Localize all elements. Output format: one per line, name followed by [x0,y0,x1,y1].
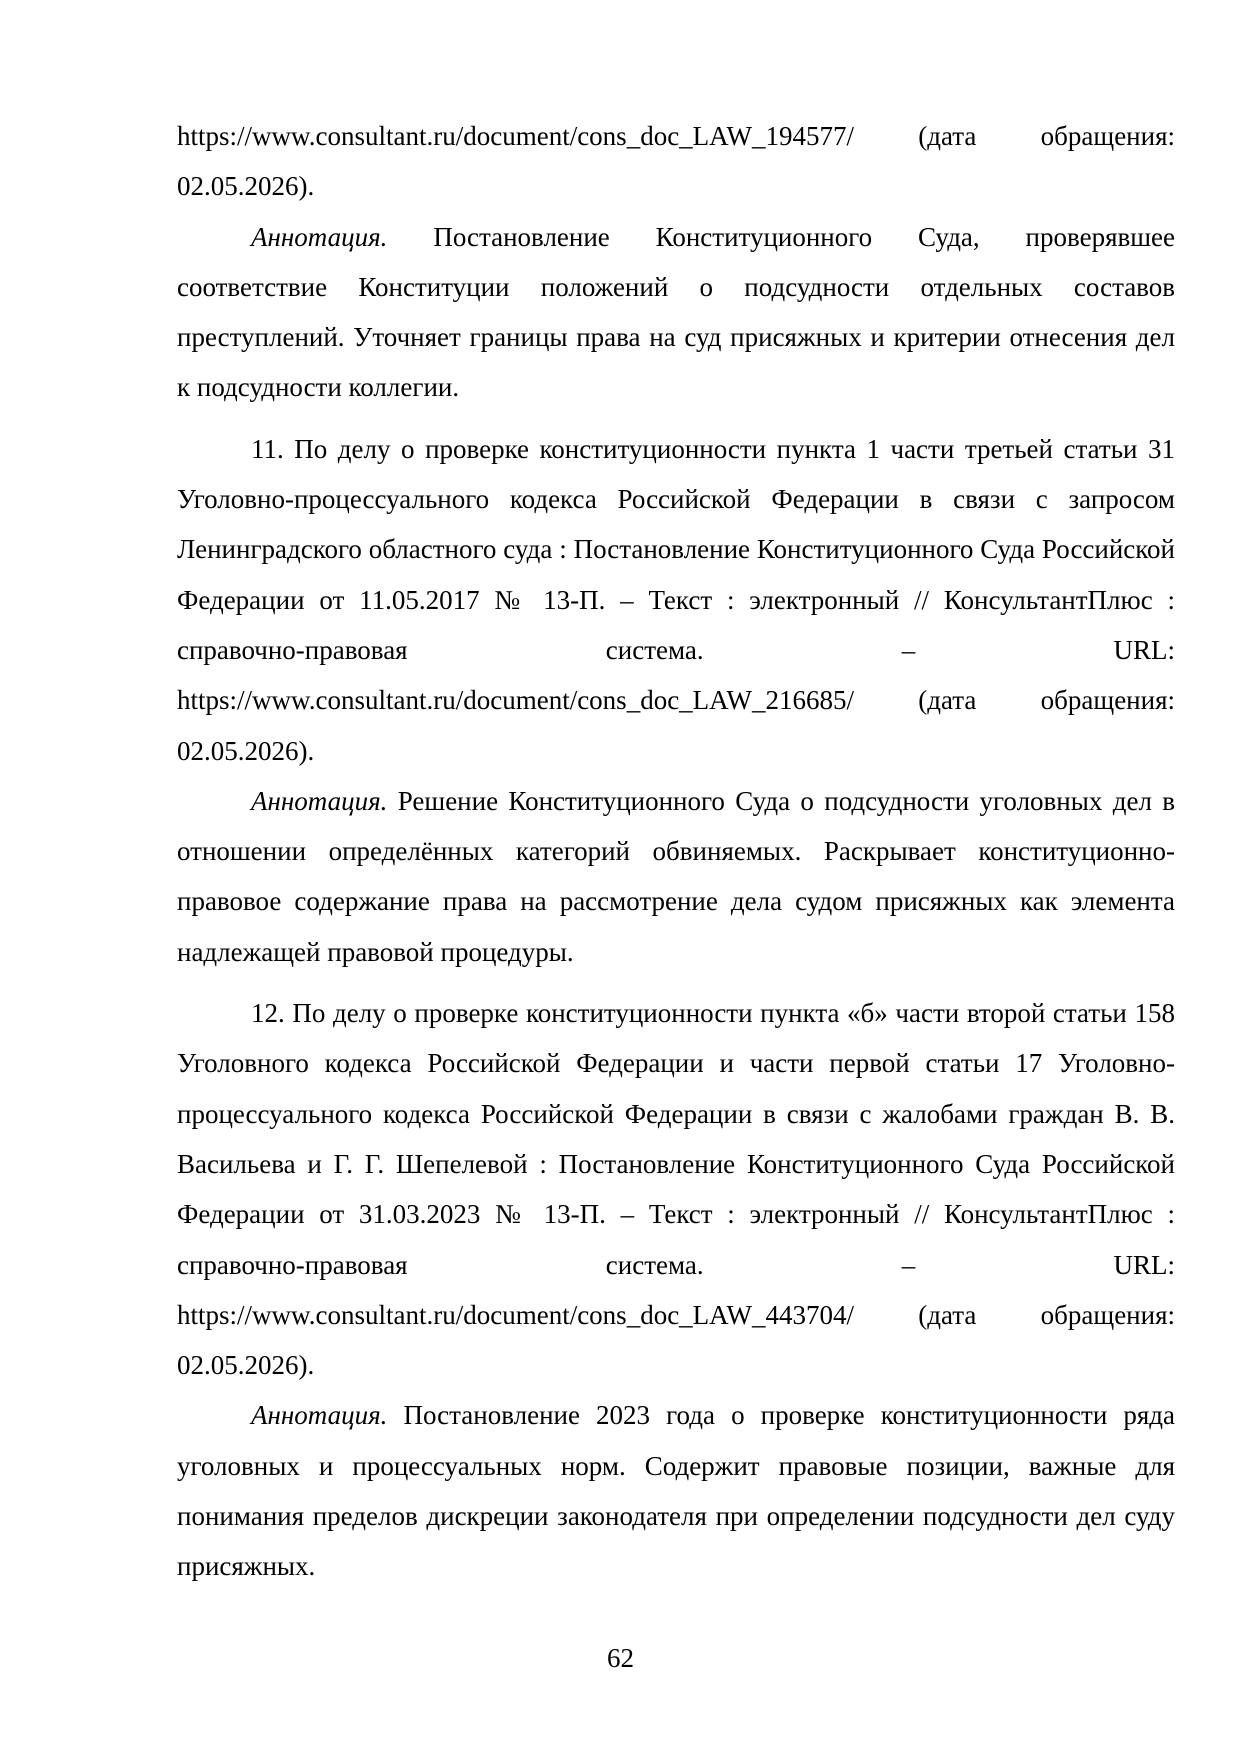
annotation-text: Постановление 2023 года о проверке конституционности ряда уголовных и процессуальных норм. Содержит правовые позиции, важные для понимания пределов дискреции законодателя при определении подсудности дел суду присяжных. [177,1400,1175,1582]
annotation-paragraph [177,1390,1175,1591]
reference-url: https://www.consultant.ru/document/cons_doc_LAW_194577/ [177,121,854,151]
annotation-text: Постановление Конституционного Суда, проверявшее соответствие Конституции положений о подсудности отдельных составов преступлений. Уточняет границы права на суд присяжных и критерии отнесения дел к подсудности коллегии. [177,221,1176,403]
reference-entry-11: 11. По делу о проверке конституционности пункта 1 части третьей статьи 31 Уголовно-процессуального кодекса Российской Федерации в связи с запросом Ленинградского областного суда : Постановление Конституционного Суда Российской Федерации от 11.05.2017 № 13-П. – Текст : электронный // КонсультантПлюс : справочно-правовая система. – URL: https://www.consultant.ru/document/cons_doc_LAW_216685/ (дата обращения: 02.05.2026). [177,433,1175,766]
annotation-label: Аннотация. [251,1400,388,1431]
reference-entry-12: 12. По делу о проверке конституционности пункта «б» части второй статьи 158 Уголовного кодекса Российской Федерации и части первой статьи 17 Уголовно-процессуального кодекса Российской Федерации в связи с жалобами граждан В. В. Васильева и Г. Г. Шепелевой : Постановление Конституционного Суда Российской Федерации от 31.03.2023 № 13-П. – Текст : электронный // КонсультантПлюс : справочно-правовая система. – URL: https://www.consultant.ru/document/cons_doc_LAW_443704/ (дата обращения: 02.05.2026). [177,998,1175,1381]
page-number: 62 [607,1643,634,1673]
reference-access-note: (дата обращения: 02.05.2026). [177,121,1175,202]
annotation-text: Решение Конституционного Суда о подсудности уголовных дел в отношении определённых категорий обвиняемых. Раскрывает конституционно-правовое содержание права на рассмотрение дела судом присяжных как элемента надлежащей правовой процедуры. [177,785,1176,967]
reference-continuation [177,111,1175,212]
annotation-label: Аннотация. [251,221,388,252]
annotation-label: Аннотация. [251,785,388,816]
annotation-paragraph [177,212,1175,413]
annotation-paragraph [177,776,1175,977]
page-content [177,111,1175,1603]
